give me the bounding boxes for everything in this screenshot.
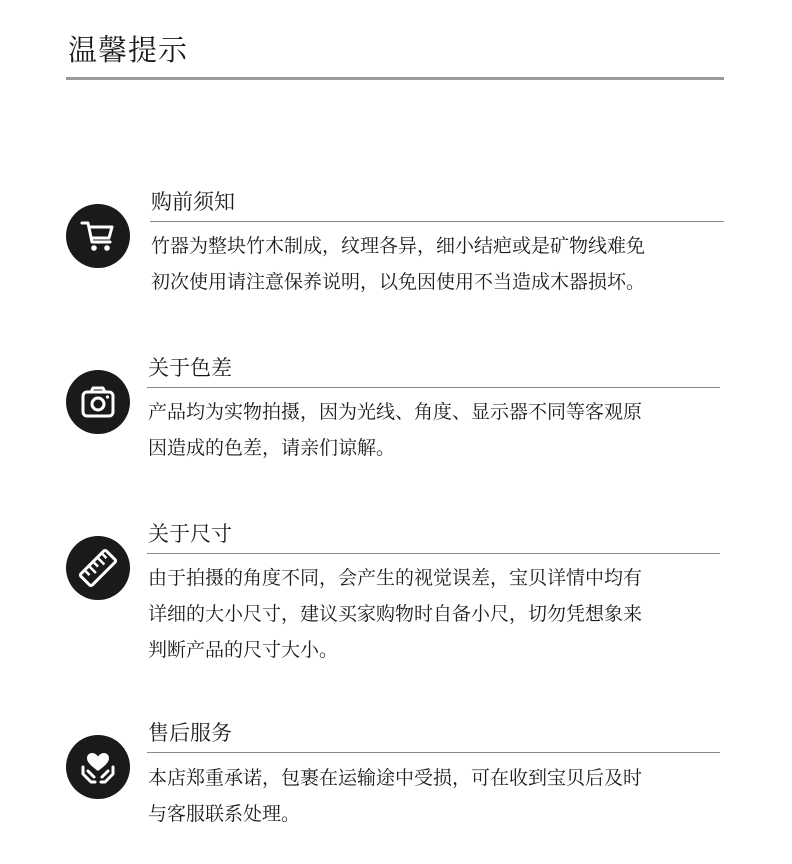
heart-hands-icon (66, 735, 130, 799)
section-divider (147, 553, 720, 554)
body-line: 详细的大小尺寸，建议买家购物时自备小尺，切勿凭想象来 (148, 603, 643, 625)
body-line: 因造成的色差，请亲们谅解。 (148, 437, 396, 459)
section-body (148, 560, 728, 668)
cart-icon (66, 204, 130, 268)
body-line: 与客服联系处理。 (148, 803, 301, 825)
body-line: 产品均为实物拍摄，因为光线、角度、显示器不同等客观原 (148, 401, 643, 423)
section-heading: 关于色差 (148, 356, 232, 380)
body-line: 初次使用请注意保养说明，以免因使用不当造成木器损坏。 (151, 271, 646, 293)
title-divider (66, 77, 724, 80)
section-heading: 关于尺寸 (148, 522, 232, 546)
section-divider (147, 387, 720, 388)
ruler-icon (66, 536, 130, 600)
body-line: 竹器为整块竹木制成，纹理各异，细小结疤或是矿物线难免 (151, 235, 646, 257)
page-title: 温馨提示 (68, 33, 189, 67)
body-line: 本店郑重承诺，包裹在运输途中受损，可在收到宝贝后及时 (148, 767, 643, 789)
section-body (148, 394, 728, 466)
section-heading: 购前须知 (151, 190, 235, 214)
section-heading: 售后服务 (148, 721, 232, 745)
section-divider (150, 221, 724, 222)
body-line: 判断产品的尺寸大小。 (148, 639, 339, 661)
section-body (148, 760, 728, 832)
camera-icon (66, 370, 130, 434)
section-body (151, 228, 731, 300)
body-line: 由于拍摄的角度不同，会产生的视觉误差，宝贝详情中均有 (148, 567, 643, 589)
section-divider (147, 752, 720, 753)
